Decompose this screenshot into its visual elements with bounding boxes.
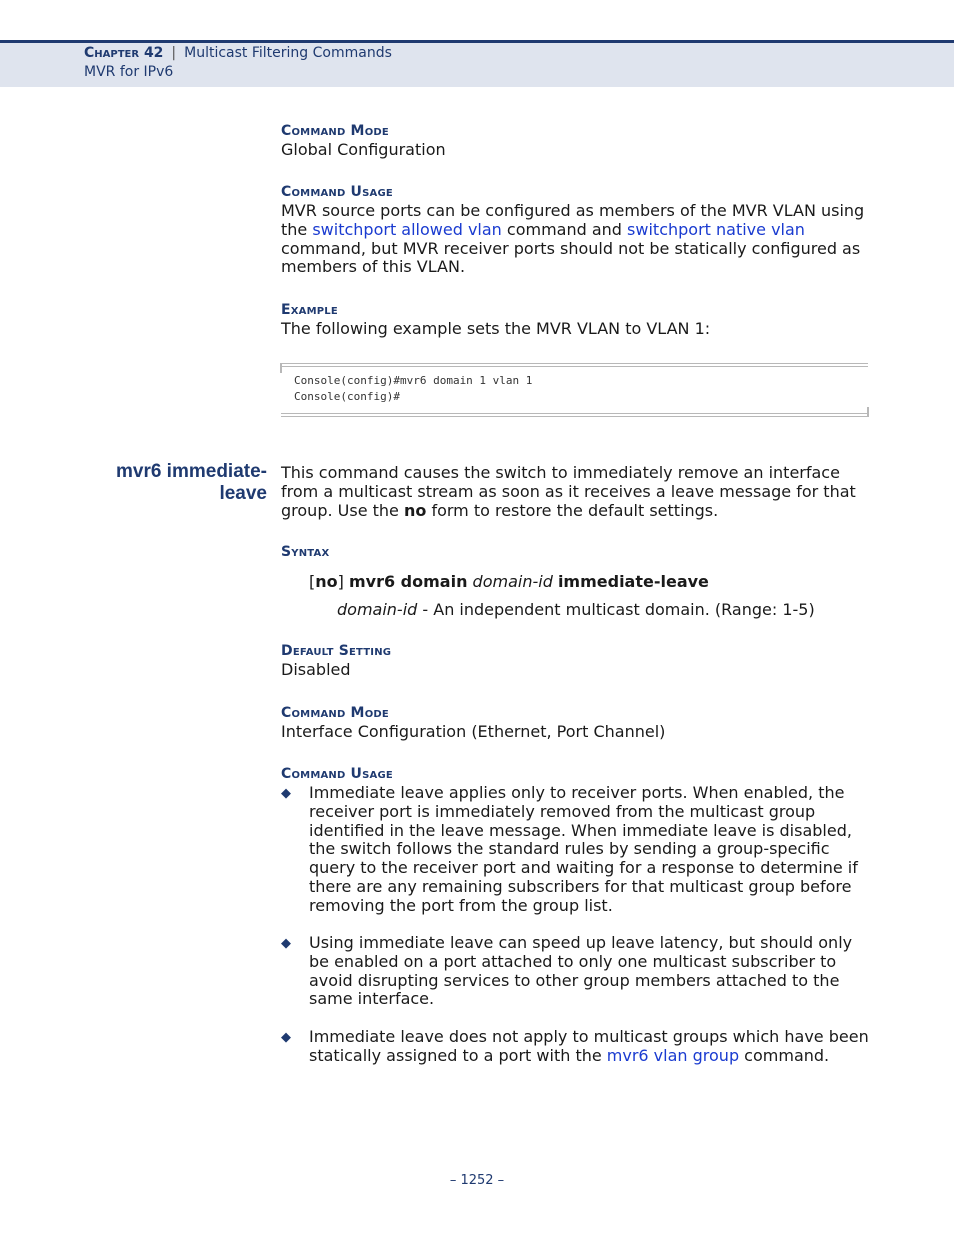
default-setting-text: Disabled <box>281 660 351 679</box>
syntax-parameter: domain-id <box>472 572 553 591</box>
parameter-text: - An independent multicast domain. (Range: 1-5) <box>417 600 815 619</box>
usage-bullet <box>309 1028 871 1066</box>
diamond-bullet-icon: ◆ <box>281 786 291 801</box>
parameter-name: domain-id <box>337 600 418 619</box>
command-title-line: leave <box>219 483 267 504</box>
bullet-text-part: Immediate leave does not apply to multicast groups which have been statically assigned to a port with the <box>309 1027 869 1065</box>
diamond-bullet-icon: ◆ <box>281 1030 291 1045</box>
code-line: Console(config)#mvr6 domain 1 vlan 1 <box>294 374 533 387</box>
command-description <box>281 464 871 520</box>
command-title <box>90 461 267 505</box>
header-chapter-line <box>84 45 392 61</box>
chapter-label: Chapter 42 <box>84 45 164 61</box>
command-usage-heading: Command Usage <box>281 184 393 200</box>
desc-bold-keyword: no <box>403 500 427 520</box>
page-number: – 1252 – <box>449 1173 505 1188</box>
header-separator: | <box>171 45 177 61</box>
command-mode-heading: Command Mode <box>281 123 389 139</box>
diamond-bullet-icon: ◆ <box>281 936 291 951</box>
usage-text-part: command and <box>501 219 628 239</box>
usage-bullet: Immediate leave applies only to receiver ports. When enabled, the receiver port is immediately removed from the multicast group identified in the leave message. When immediate leave is disabled, the switch follows the standard rules by sending a group-specific query to the receiver port and waiting for a response to determine if there are any remaining subscribers for that multicast group before removing the port from the group list. <box>309 783 858 915</box>
code-example-box <box>281 363 868 417</box>
example-text: The following example sets the MVR VLAN to VLAN 1: <box>281 319 711 338</box>
header-section: MVR for IPv6 <box>84 64 174 80</box>
command-title-line: mvr6 immediate- <box>115 461 267 482</box>
syntax-keyword: immediate-leave <box>557 572 709 591</box>
parameter-description <box>337 600 815 619</box>
usage-text-part: MVR source ports can be configured as members of the MVR VLAN using the <box>281 201 865 239</box>
syntax-command: mvr6 domain <box>348 572 468 591</box>
usage-text-part: command, but MVR receiver ports should not be statically configured as members of this VLAN. <box>281 238 861 277</box>
syntax-bracket: [ <box>309 572 316 591</box>
desc-text-part: form to restore the default settings. <box>426 500 719 520</box>
command-usage-heading: Command Usage <box>281 766 393 782</box>
mvr6-vlan-group-link[interactable]: mvr6 vlan group <box>606 1045 740 1065</box>
chapter-title: Multicast Filtering Commands <box>184 45 392 61</box>
example-heading: Example <box>281 302 338 318</box>
syntax-line <box>309 572 709 591</box>
default-setting-heading: Default Setting <box>281 643 392 659</box>
usage-bullet: Using immediate leave can speed up leave latency, but should only be enabled on a port attached to only one multicast subscriber to avoid disrupting services to other group members attached to the same interface. <box>309 933 853 1009</box>
switchport-native-vlan-link[interactable]: switchport native vlan <box>627 219 805 239</box>
command-usage-text <box>281 202 871 277</box>
syntax-no-keyword: no <box>315 572 338 591</box>
desc-text-part: This command causes the switch to immediately remove an interface from a multicast stream as soon as it receives a leave message for that group. Use the <box>281 463 856 520</box>
syntax-heading: Syntax <box>281 544 330 560</box>
syntax-bracket: ] <box>337 572 349 591</box>
bullet-text-part: command. <box>739 1045 830 1065</box>
command-mode-text: Interface Configuration (Ethernet, Port Channel) <box>281 722 666 741</box>
command-mode-text: Global Configuration <box>281 140 446 159</box>
switchport-allowed-vlan-link[interactable]: switchport allowed vlan <box>312 219 502 239</box>
command-mode-heading: Command Mode <box>281 705 389 721</box>
code-line: Console(config)# <box>294 390 400 403</box>
